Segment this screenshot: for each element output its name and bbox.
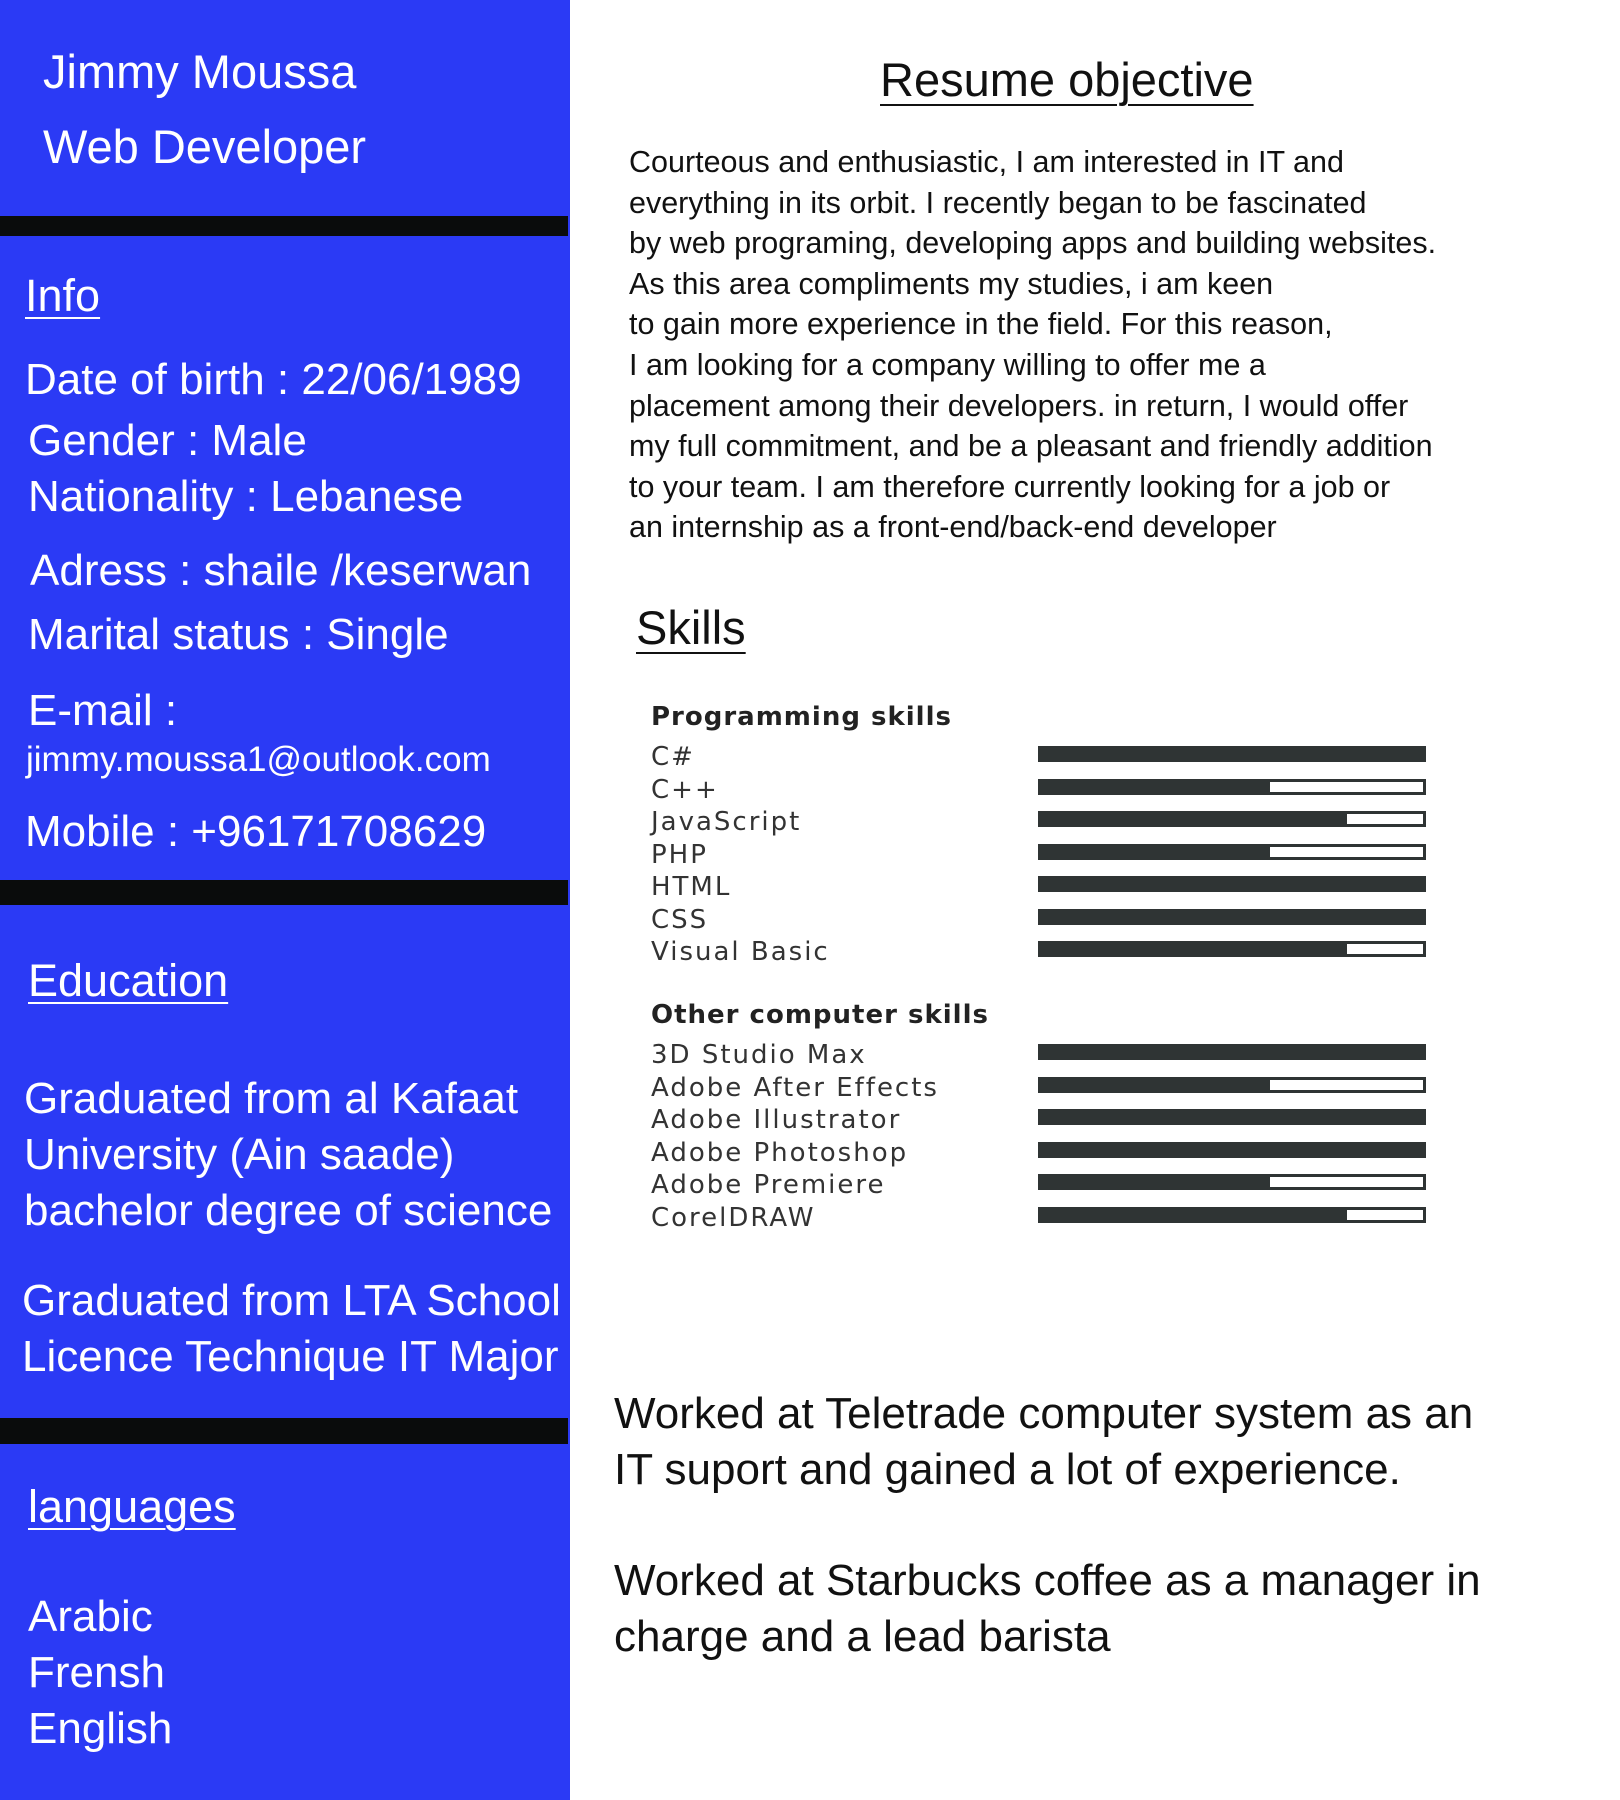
- skill-level-bar: [1038, 1077, 1426, 1093]
- skill-row: [651, 840, 1431, 872]
- skill-group-title: Other computer skills: [651, 1000, 989, 1030]
- skill-row: [651, 742, 1431, 774]
- education-line: Graduated from al Kafaat: [24, 1074, 519, 1123]
- skill-row: [651, 937, 1431, 969]
- skill-level-fill: [1041, 1080, 1270, 1090]
- objective-line: my full commitment, and be a pleasant and friendly addition: [629, 429, 1433, 464]
- skill-name: C#: [651, 742, 695, 772]
- skill-level-fill: [1041, 944, 1347, 954]
- marital-status: Marital status : Single: [28, 610, 449, 659]
- resume-objective-heading: Resume objective: [880, 53, 1254, 106]
- objective-line: by web programing, developing apps and building websites.: [629, 226, 1437, 261]
- skill-row: [651, 1138, 1431, 1170]
- skill-row: [651, 1203, 1431, 1235]
- skill-row: [651, 1040, 1431, 1072]
- objective-line: to gain more experience in the field. For this reason,: [629, 307, 1333, 342]
- section-divider: [0, 216, 568, 236]
- skill-level-fill: [1041, 1177, 1270, 1187]
- objective-line: As this area compliments my studies, i am keen: [629, 266, 1274, 301]
- language-item: Arabic: [28, 1592, 153, 1641]
- skill-level-fill: [1041, 749, 1423, 759]
- skill-level-fill: [1041, 912, 1423, 922]
- skill-name: Adobe Illustrator: [651, 1105, 902, 1135]
- skill-row: [651, 1170, 1431, 1202]
- education-heading: Education: [28, 955, 229, 1006]
- section-divider: [0, 1418, 568, 1444]
- skill-row: [651, 775, 1431, 807]
- education-line: bachelor degree of science: [24, 1186, 553, 1235]
- skill-name: CSS: [651, 905, 709, 935]
- objective-line: I am looking for a company willing to offer me a: [629, 347, 1266, 382]
- experience-item: [614, 1386, 1514, 1498]
- skill-level-bar: [1038, 811, 1426, 827]
- objective-line: an internship as a front-end/back-end developer: [629, 510, 1277, 545]
- skill-level-fill: [1041, 1210, 1347, 1220]
- date-of-birth: Date of birth : 22/06/1989: [25, 355, 522, 404]
- objective-paragraph: [629, 142, 1509, 548]
- skill-level-fill: [1041, 847, 1270, 857]
- skill-level-bar: [1038, 1207, 1426, 1223]
- objective-line: everything in its orbit. I recently began to be fascinated: [629, 185, 1367, 220]
- objective-line: Courteous and enthusiastic, I am interested in IT and: [629, 145, 1344, 179]
- skill-level-bar: [1038, 1142, 1426, 1158]
- skill-group-title: Programming skills: [651, 702, 952, 732]
- experience-item: [614, 1553, 1514, 1665]
- skill-level-fill: [1041, 1047, 1423, 1057]
- address: Adress : shaile /keserwan: [30, 546, 532, 595]
- objective-line: to your team. I am therefore currently looking for a job or: [629, 469, 1391, 504]
- skill-row: [651, 807, 1431, 839]
- skill-level-fill: [1041, 814, 1347, 824]
- skill-level-bar: [1038, 779, 1426, 795]
- skill-name: C++: [651, 775, 719, 805]
- skill-level-fill: [1041, 879, 1423, 889]
- person-name: Jimmy Moussa: [43, 45, 357, 98]
- skill-level-bar: [1038, 941, 1426, 957]
- skill-level-fill: [1041, 1145, 1423, 1155]
- experience-line: Worked at Starbucks coffee as a manager in: [614, 1556, 1481, 1605]
- skill-row: [651, 1073, 1431, 1105]
- skill-level-bar: [1038, 1109, 1426, 1125]
- skill-level-bar: [1038, 1174, 1426, 1190]
- skill-level-fill: [1041, 782, 1270, 792]
- education-line: University (Ain saade): [24, 1130, 455, 1179]
- education-line: Graduated from LTA School: [22, 1276, 561, 1325]
- mobile: Mobile : +96171708629: [25, 807, 487, 856]
- language-item: Frensh: [28, 1648, 165, 1697]
- skill-level-bar: [1038, 746, 1426, 762]
- skill-level-fill: [1041, 1112, 1423, 1122]
- skill-level-bar: [1038, 1044, 1426, 1060]
- info-heading: Info: [25, 270, 101, 321]
- skill-name: Visual Basic: [651, 937, 830, 967]
- skill-name: CorelDRAW: [651, 1203, 816, 1233]
- education-line: Licence Technique IT Major: [22, 1332, 559, 1381]
- nationality: Nationality : Lebanese: [28, 472, 464, 521]
- experience-line: charge and a lead barista: [614, 1612, 1111, 1661]
- skills-heading: Skills: [636, 601, 746, 654]
- skill-name: HTML: [651, 872, 732, 902]
- skill-name: Adobe After Effects: [651, 1073, 939, 1103]
- skill-row: [651, 872, 1431, 904]
- email-value[interactable]: jimmy.moussa1@outlook.com: [26, 740, 491, 779]
- skill-name: Adobe Photoshop: [651, 1138, 909, 1168]
- experience-line: Worked at Teletrade computer system as an: [614, 1389, 1474, 1438]
- skill-name: 3D Studio Max: [651, 1040, 867, 1070]
- skill-name: Adobe Premiere: [651, 1170, 886, 1200]
- skill-name: PHP: [651, 840, 708, 870]
- experience-line: IT suport and gained a lot of experience.: [614, 1445, 1401, 1494]
- skill-level-bar: [1038, 844, 1426, 860]
- gender: Gender : Male: [28, 416, 307, 465]
- skill-level-bar: [1038, 876, 1426, 892]
- skill-level-bar: [1038, 909, 1426, 925]
- languages-heading: languages: [28, 1481, 236, 1532]
- skill-name: JavaScript: [651, 807, 802, 837]
- job-title: Web Developer: [43, 120, 367, 173]
- email-label: E-mail :: [28, 686, 178, 735]
- section-divider: [0, 880, 568, 905]
- language-item: English: [28, 1704, 173, 1753]
- skill-row: [651, 905, 1431, 937]
- objective-line: placement among their developers. in return, I would offer: [629, 388, 1409, 423]
- sidebar: [0, 0, 570, 1800]
- skill-row: [651, 1105, 1431, 1137]
